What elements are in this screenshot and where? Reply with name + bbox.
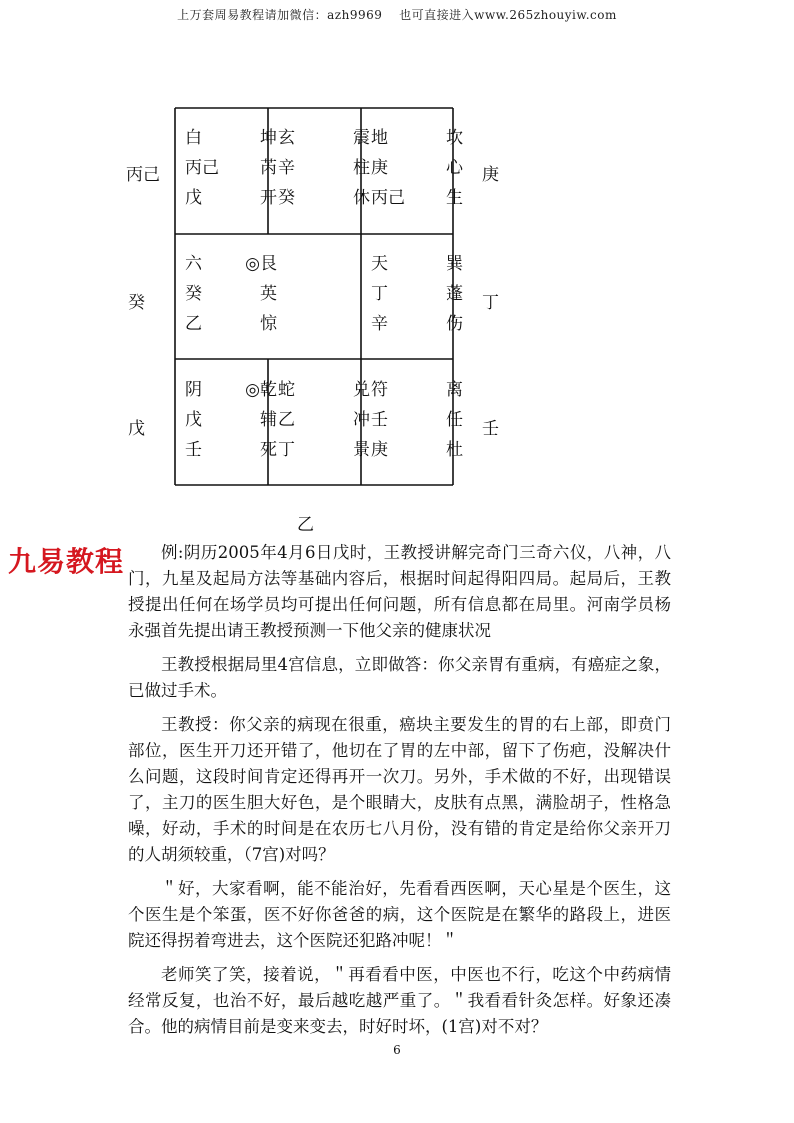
palace-left-symbol: 戊 bbox=[185, 188, 202, 208]
palace-left-symbol: 乙 bbox=[185, 314, 202, 334]
palace-right-symbol: ◎乾 bbox=[245, 380, 277, 400]
palace-row bbox=[185, 124, 277, 154]
side-left-bot: 戊 bbox=[128, 419, 145, 439]
palace-row bbox=[278, 406, 370, 436]
palace-left-symbol: 地 bbox=[371, 128, 388, 148]
palace-row bbox=[371, 154, 463, 184]
paragraph: 王教授：你父亲的病现在很重，癌块主要发生的胃的右上部，即贲门部位，医生开刀还开错了，他切在了胃的左中部，留下了伤疤，没解决什么问题，这段时间肯定还得再开一次刀。另外，手术做的不好，出现错误了，主刀的医生胆大好色，是个眼睛大，皮肤有点黑，满脸胡子，性格急噪，好动，手术的时间是在农历七八月份，没有错的肯定是给你父亲开刀的人胡须较重，（7宫)对吗？ bbox=[128, 715, 671, 864]
palace-row bbox=[278, 376, 370, 406]
palace-row bbox=[185, 406, 277, 436]
palace-row bbox=[278, 250, 370, 280]
palace-left-symbol: 庚 bbox=[371, 158, 388, 178]
palace-right-symbol: 伤 bbox=[446, 314, 463, 334]
palace-row bbox=[278, 280, 370, 310]
side-left-top: 丙己 bbox=[126, 165, 160, 185]
palace-row bbox=[371, 310, 463, 340]
palace-row bbox=[185, 250, 277, 280]
palace-left-symbol: 戊 bbox=[185, 410, 202, 430]
side-right-top: 庚 bbox=[482, 165, 499, 185]
palace-row bbox=[371, 376, 463, 406]
palace-left-symbol: 玄 bbox=[278, 128, 295, 148]
palace-right-symbol: 蓬 bbox=[446, 284, 463, 304]
paragraph: 王教授根据局里4宫信息，立即做答：你父亲胃有重病，有癌症之象，已做过手术。 bbox=[128, 655, 671, 700]
palace-right-symbol: 震 bbox=[353, 128, 370, 148]
palace-cell bbox=[185, 124, 277, 214]
palace-cell bbox=[371, 376, 463, 466]
palace-cell bbox=[185, 250, 277, 340]
palace-row bbox=[278, 310, 370, 340]
palace-left-symbol: 符 bbox=[371, 380, 388, 400]
palace-right-symbol: 芮 bbox=[260, 158, 277, 178]
palace-left-symbol: 庚 bbox=[371, 440, 388, 460]
palace-right-symbol: 冲 bbox=[353, 410, 370, 430]
palace-row bbox=[371, 250, 463, 280]
palace-left-symbol: 癸 bbox=[278, 188, 295, 208]
watermark-logo: 九易教程 bbox=[8, 545, 125, 578]
paragraph: 例:阴历2005年4月6日戊时，王教授讲解完奇门三奇六仪，八神，八门，九星及起局方法等基础内容后，根据时间起得阳四局。起局后，王教授提出任何在场学员均可提出任何问题，所有信息都在局里。河南学员杨永强首先提出请王教授预测一下他父亲的健康状况 bbox=[128, 543, 671, 640]
palace-left-symbol: 辛 bbox=[278, 158, 295, 178]
palace-cell bbox=[278, 124, 370, 214]
palace-cell bbox=[371, 124, 463, 214]
palace-row bbox=[278, 154, 370, 184]
palace-row bbox=[371, 184, 463, 214]
side-right-mid: 丁 bbox=[482, 293, 499, 313]
palace-right-symbol: 开 bbox=[260, 188, 277, 208]
palace-right-symbol: 坎 bbox=[446, 128, 463, 148]
palace-row bbox=[185, 376, 277, 406]
palace-right-symbol: 惊 bbox=[260, 314, 277, 334]
palace-right-symbol: ◎艮 bbox=[245, 254, 277, 274]
palace-right-symbol: 坤 bbox=[260, 128, 277, 148]
palace-left-symbol: 壬 bbox=[185, 440, 202, 460]
palace-row bbox=[278, 436, 370, 466]
qimen-chart bbox=[120, 100, 520, 535]
palace-row bbox=[371, 280, 463, 310]
palace-right-symbol: 巽 bbox=[446, 254, 463, 274]
palace-left-symbol: 壬 bbox=[371, 410, 388, 430]
palace-right-symbol: 死 bbox=[260, 440, 277, 460]
palace-row bbox=[371, 436, 463, 466]
palace-right-symbol: 英 bbox=[260, 284, 277, 304]
palace-right-symbol: 心 bbox=[446, 158, 463, 178]
palace-right-symbol: 柱 bbox=[353, 158, 370, 178]
palace-cell bbox=[371, 250, 463, 340]
palace-left-symbol: 癸 bbox=[185, 284, 202, 304]
palace-row bbox=[278, 184, 370, 214]
palace-right-symbol: 离 bbox=[446, 380, 463, 400]
side-left-mid: 癸 bbox=[128, 293, 145, 313]
palace-cell bbox=[278, 250, 370, 340]
body-text bbox=[128, 540, 671, 1048]
palace-right-symbol: 兑 bbox=[353, 380, 370, 400]
palace-left-symbol: 乙 bbox=[278, 410, 295, 430]
palace-left-symbol: 丁 bbox=[371, 284, 388, 304]
bottom-label: 乙 bbox=[297, 515, 314, 535]
palace-row bbox=[278, 124, 370, 154]
palace-right-symbol: 杜 bbox=[446, 440, 463, 460]
palace-row bbox=[371, 406, 463, 436]
paragraph: ＂好，大家看啊，能不能治好，先看看西医啊，天心星是个医生，这个医生是个笨蛋，医不好你爸爸的病，这个医院是在繁华的路段上，进医院还得拐着弯进去，这个医院还犯路冲呢！＂ bbox=[128, 879, 671, 950]
palace-right-symbol: 任 bbox=[446, 410, 463, 430]
palace-left-symbol: 丙己 bbox=[371, 188, 405, 208]
palace-left-symbol: 天 bbox=[371, 254, 388, 274]
palace-left-symbol: 阴 bbox=[185, 380, 202, 400]
palace-left-symbol: 蛇 bbox=[278, 380, 295, 400]
page-number: 6 bbox=[393, 1043, 401, 1057]
palace-cell bbox=[278, 376, 370, 466]
palace-cell bbox=[185, 376, 277, 466]
palace-left-symbol: 白 bbox=[185, 128, 202, 148]
palace-row bbox=[185, 310, 277, 340]
palace-right-symbol: 休 bbox=[353, 188, 370, 208]
palace-row bbox=[371, 124, 463, 154]
palace-left-symbol: 六 bbox=[185, 254, 202, 274]
palace-row bbox=[185, 154, 277, 184]
palace-row bbox=[185, 280, 277, 310]
paragraph: 老师笑了笑，接着说，＂再看看中医，中医也不行，吃这个中药病情经常反复，也治不好，最后越吃越严重了。＂我看看针灸怎样。好象还凑合。他的病情目前是变来变去，时好时坏，(1宫)对不对？ bbox=[128, 965, 671, 1036]
palace-right-symbol: 辅 bbox=[260, 410, 277, 430]
palace-row bbox=[185, 436, 277, 466]
page-header: 上万套周易教程请加微信：azh9969 也可直接进入www.265zhouyiw.com bbox=[177, 8, 617, 22]
palace-row bbox=[185, 184, 277, 214]
palace-right-symbol: 生 bbox=[446, 188, 463, 208]
palace-right-symbol: 景 bbox=[353, 440, 370, 460]
palace-left-symbol: 丙己 bbox=[185, 158, 219, 178]
palace-left-symbol: 辛 bbox=[371, 314, 388, 334]
side-right-bot: 壬 bbox=[482, 419, 499, 439]
palace-left-symbol: 丁 bbox=[278, 440, 295, 460]
